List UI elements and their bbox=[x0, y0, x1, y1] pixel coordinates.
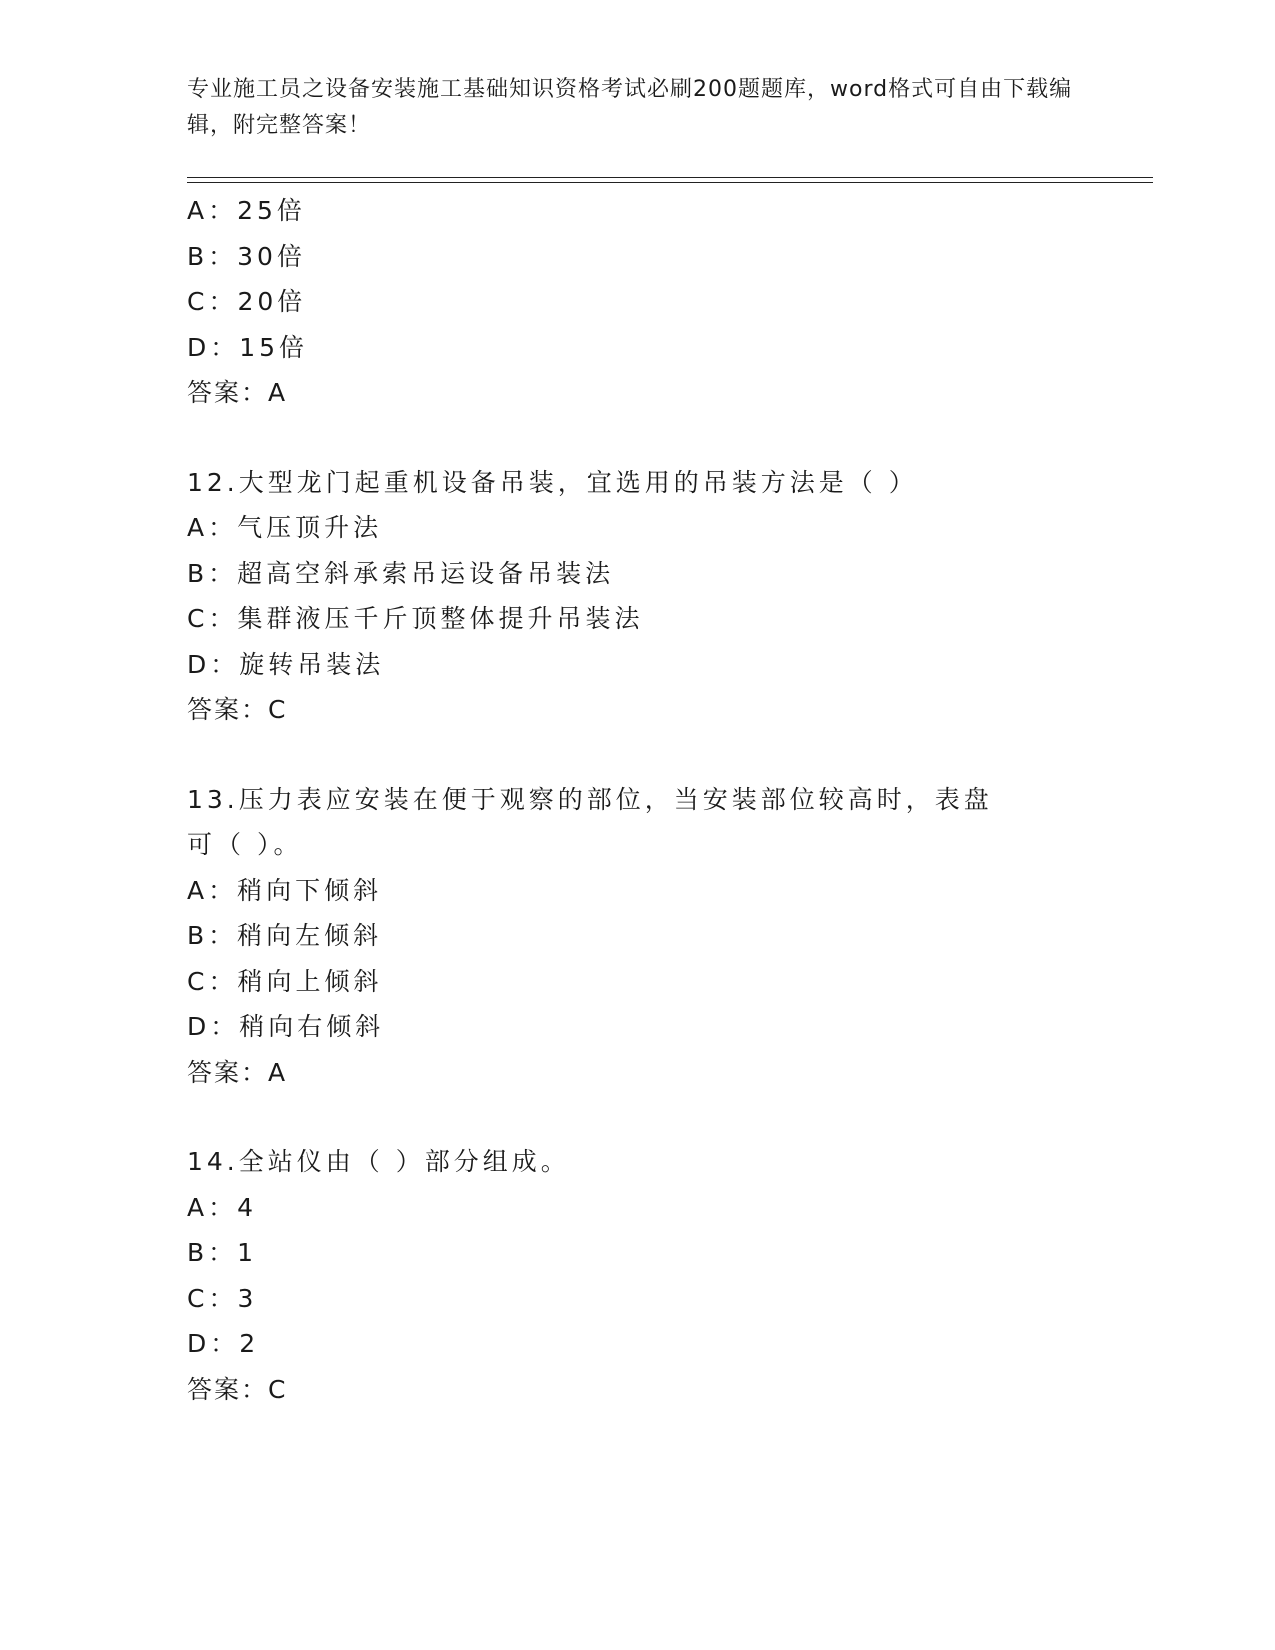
question-12-block bbox=[187, 460, 1087, 733]
option-d: D：15倍 bbox=[187, 332, 309, 362]
answer-label: 答案： bbox=[187, 1057, 269, 1087]
option-d: D：稍向右倾斜 bbox=[187, 1012, 385, 1041]
option-a: A：稍向下倾斜 bbox=[187, 875, 383, 905]
option-c: C：20倍 bbox=[187, 287, 307, 316]
answer-value: A bbox=[268, 1057, 288, 1087]
option-a: A：气压顶升法 bbox=[187, 513, 383, 542]
answer-label: 答案： bbox=[187, 378, 269, 407]
option-b: B：稍向左倾斜 bbox=[187, 921, 383, 950]
answer-value: A bbox=[268, 378, 288, 407]
option-b: B：30倍 bbox=[187, 241, 306, 271]
option-b: B：1 bbox=[187, 1238, 258, 1267]
question-title: 14.全站仪由（ ）部分组成。 bbox=[187, 1147, 570, 1176]
question-14-block bbox=[187, 1139, 1087, 1412]
option-a: A：4 bbox=[187, 1192, 258, 1222]
answer-line bbox=[187, 1367, 1087, 1413]
answer-label: 答案： bbox=[187, 695, 269, 724]
answer-line bbox=[187, 1050, 1087, 1096]
option-c: C：集群液压千斤顶整体提升吊装法 bbox=[187, 604, 644, 633]
answer-line bbox=[187, 687, 1087, 733]
answer-value: C bbox=[268, 695, 288, 724]
answer-label: 答案： bbox=[187, 1374, 269, 1404]
question-13-block bbox=[187, 777, 1087, 1096]
question-title: 13.压力表应安装在便于观察的部位，当安装部位较高时，表盘可（ ）。 bbox=[187, 784, 993, 859]
option-d: D：旋转吊装法 bbox=[187, 649, 385, 679]
answer-value: C bbox=[268, 1374, 288, 1404]
header-rule-top bbox=[187, 177, 1153, 178]
option-b: B：超高空斜承索吊运设备吊装法 bbox=[187, 558, 615, 588]
header-rule-bottom bbox=[187, 182, 1153, 183]
option-a: A：25倍 bbox=[187, 196, 306, 225]
option-c: C：3 bbox=[187, 1283, 258, 1313]
question-11-block bbox=[187, 188, 1087, 416]
answer-line bbox=[187, 370, 1087, 416]
question-list bbox=[187, 188, 1087, 1412]
question-title: 12.大型龙门起重机设备吊装，宜选用的吊装方法是（ ） bbox=[187, 467, 918, 497]
document-header: 专业施工员之设备安装施工基础知识资格考试必刷200题题库，word格式可自由下载编辑，附完整答案！ bbox=[187, 77, 1073, 138]
option-d: D：2 bbox=[187, 1329, 260, 1358]
option-c: C：稍向上倾斜 bbox=[187, 966, 383, 996]
